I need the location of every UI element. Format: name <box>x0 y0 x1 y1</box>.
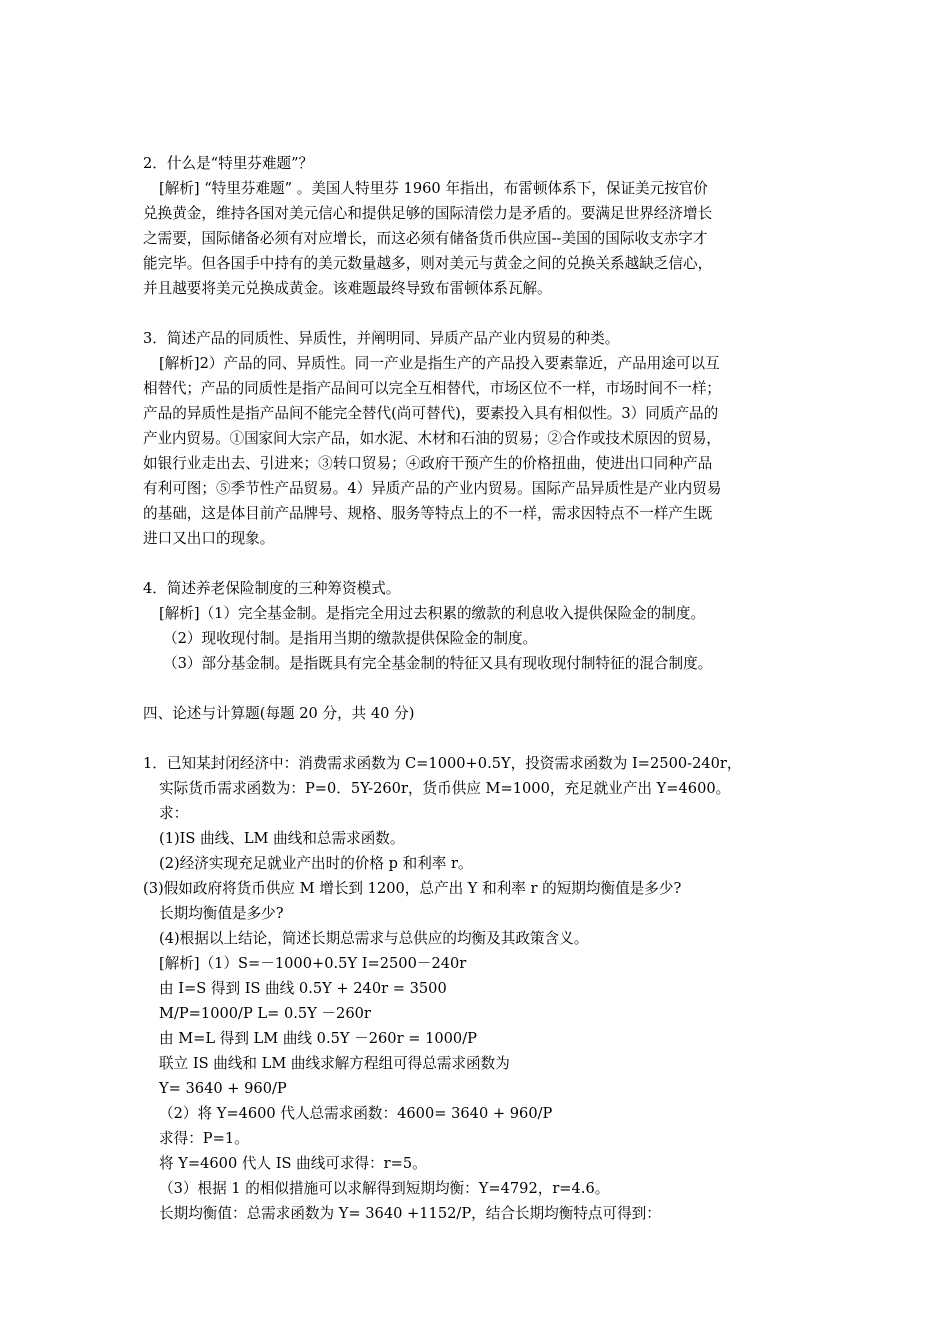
question-3-answer-line: 进口又出口的现象。 <box>143 530 275 547</box>
question-3-answer-line: 的基础，这是体目前产品牌号、规格、服务等特点上的不一样，需求因特点不一样产生既 <box>143 505 713 522</box>
calc-solution-line: 由 M=L 得到 LM 曲线 0.5Y －260r = 1000/P <box>159 1030 477 1047</box>
calc-solution-line: （3）根据 1 的相似措施可以求解得到短期均衡：Y=4792，r=4.6。 <box>159 1180 610 1197</box>
question-2-title: 2．什么是“特里芬难题”？ <box>143 155 314 172</box>
question-3-answer-line: 如银行业走出去、引进来；③转口贸易；④政府干预产生的价格扭曲，使进出口同种产品 <box>143 455 713 472</box>
calc-solution-line: 由 I=S 得到 IS 曲线 0.5Y + 240r = 3500 <box>159 980 447 997</box>
calc-solution-line: M/P=1000/P L= 0.5Y －260r <box>159 1005 371 1022</box>
paragraph-spacer <box>143 726 813 751</box>
paragraph-spacer <box>143 676 813 701</box>
question-3-answer-line: [解析]2）产品的同、异质性。同一产业是指生产的产品投入要素靠近，产品用途可以互 <box>159 355 720 372</box>
paragraph-spacer <box>143 551 813 576</box>
document-body <box>143 151 813 1226</box>
calc-solution-line: 联立 IS 曲线和 LM 曲线求解方程组可得总需求函数为 <box>159 1055 510 1072</box>
question-4-answer-line: （3）部分基金制。是指既具有完全基金制的特征又具有现收现付制特征的混合制度。 <box>163 655 713 672</box>
calc-question-1-line: (1)IS 曲线、LM 曲线和总需求函数。 <box>159 830 405 847</box>
question-2-answer-line: 能完毕。但各国手中持有的美元数量越多，则对美元与黄金之间的兑换关系越缺乏信心， <box>143 255 713 272</box>
calc-question-1-line: (4)根据以上结论，简述长期总需求与总供应的均衡及其政策含义。 <box>159 930 589 947</box>
calc-question-1-line: 实际货币需求函数为：P=0．5Y-260r，货币供应 M=1000，充足就业产出 Y=4600。 <box>159 780 731 797</box>
calc-question-1-line: 求： <box>159 805 189 822</box>
question-3-answer-line: 产业内贸易。①国家间大宗产品，如水泥、木材和石油的贸易；②合作或技术原因的贸易， <box>143 430 721 447</box>
calc-question-1-line: 长期均衡值是多少? <box>159 905 284 922</box>
question-4-answer-line: （2）现收现付制。是指用当期的缴款提供保险金的制度。 <box>163 630 538 647</box>
question-2-answer-line: 之需要，国际储备必须有对应增长，而这必须有储备货币供应国--美国的国际收支赤字才 <box>143 230 708 247</box>
paragraph-spacer <box>143 301 813 326</box>
calc-solution-line: [解析]（1）S=－1000+0.5Y I=2500－240r <box>159 955 467 972</box>
question-2-answer-line: 并且越要将美元兑换成黄金。该难题最终导致布雷顿体系瓦解。 <box>143 280 552 297</box>
calc-solution-line: （2）将 Y=4600 代人总需求函数：4600= 3640 + 960/P <box>159 1105 553 1122</box>
calc-question-1-line: (2)经济实现充足就业产出时的价格 p 和利率 r。 <box>159 855 473 872</box>
question-3-answer-line: 产品的异质性是指产品间不能完全替代(尚可替代)，要素投入具有相似性。3）同质产品的 <box>143 405 719 422</box>
question-3-title: 3．简述产品的同质性、异质性，并阐明同、异质产品产业内贸易的种类。 <box>143 330 620 347</box>
question-3-answer-line: 有利可图；⑤季节性产品贸易。4）异质产品的产业内贸易。国际产品异质性是产业内贸易 <box>143 480 722 497</box>
calc-solution-line: Y= 3640 + 960/P <box>159 1080 287 1097</box>
calc-solution-line: 将 Y=4600 代人 IS 曲线可求得：r=5。 <box>159 1155 427 1172</box>
section-heading: 四、论述与计算题(每题 20 分，共 40 分) <box>143 705 415 722</box>
question-2-answer-line: 兑换黄金，维持各国对美元信心和提供足够的国际清偿力是矛盾的。要满足世界经济增长 <box>143 205 713 222</box>
question-3-answer-line: 相替代；产品的同质性是指产品间可以完全互相替代，市场区位不一样，市场时间不一样； <box>143 380 721 397</box>
calc-question-1-line: (3)假如政府将货币供应 M 增长到 1200，总产出 Y 和利率 r 的短期均衡值是多少? <box>143 880 682 897</box>
calc-solution-line: 长期均衡值：总需求函数为 Y= 3640 +1152/P，结合长期均衡特点可得到： <box>159 1205 661 1222</box>
calc-question-1-title: 1．已知某封闭经济中：消费需求函数为 C=1000+0.5Y，投资需求函数为 I=2500-240r， <box>143 755 742 772</box>
calc-solution-line: 求得：P=1。 <box>159 1130 249 1147</box>
question-2-answer-line: [解析] “特里芬难题” 。美国人特里芬 1960 年指出，布雷顿体系下，保证美元按官价 <box>159 180 709 197</box>
question-4-title: 4．简述养老保险制度的三种筹资模式。 <box>143 580 401 597</box>
question-4-answer-line: [解析]（1）完全基金制。是指完全用过去积累的缴款的利息收入提供保险金的制度。 <box>159 605 706 622</box>
